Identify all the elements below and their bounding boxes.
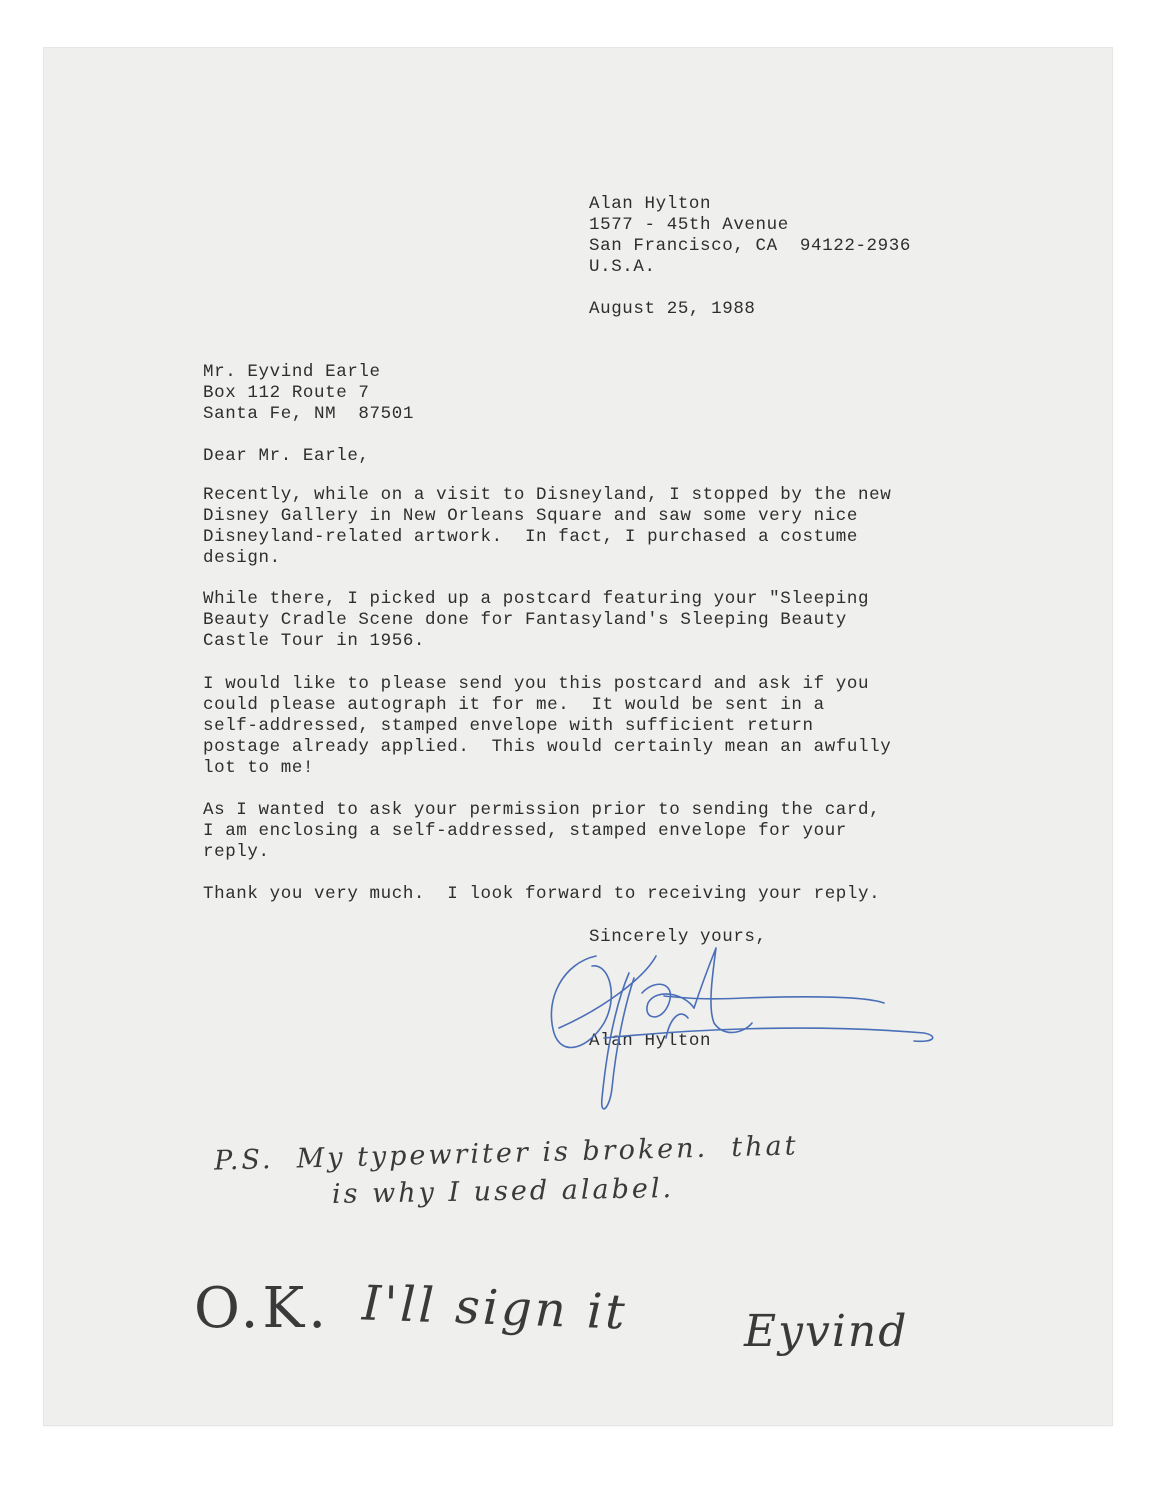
recipient-street: Box 112 Route 7 (203, 383, 370, 403)
reply-signature: Eyvind (744, 1306, 909, 1357)
signature-scribble (44, 48, 1112, 1425)
recipient-name: Mr. Eyvind Earle (203, 362, 381, 382)
letter-page (44, 48, 1112, 1425)
salutation: Dear Mr. Earle, (203, 446, 370, 466)
postscript-line-2: is why I used alabel. (331, 1173, 675, 1210)
sender-street: 1577 - 45th Avenue (589, 215, 789, 235)
letter-date: August 25, 1988 (589, 299, 756, 319)
sender-city: San Francisco, CA 94122-2936 (589, 236, 911, 256)
body-paragraph-1: Recently, while on a visit to Disneyland, I stopped by the new Disney Gallery in New Orleans Square and saw some very nice Disneyland-related artwork. In fact, I purchased a costume design. (203, 485, 892, 568)
body-paragraph-5: Thank you very much. I look forward to receiving your reply. (203, 884, 881, 904)
body-paragraph-4: As I wanted to ask your permission prior to sending the card, I am enclosing a self-addressed, stamped envelope for your reply. (203, 800, 881, 862)
closing: Sincerely yours, (589, 927, 767, 947)
body-paragraph-2: While there, I picked up a postcard featuring your "Sleeping Beauty Cradle Scene done for Fantasyland's Sleeping Beauty Castle Tour in 1956. (203, 589, 870, 651)
recipient-city: Santa Fe, NM 87501 (203, 404, 414, 424)
signer-name: Alan Hylton (589, 1031, 712, 1051)
reply-text: I'll sign it (361, 1275, 629, 1341)
reply-ok: O.K. (194, 1276, 331, 1341)
postscript-line-1: P.S. My typewriter is broken. that (213, 1130, 799, 1177)
body-paragraph-3: I would like to please send you this postcard and ask if you could please autograph it for me. It would be sent in a self-addressed, stamped envelope with sufficient return postage already applied. This would certainly mean an awfully lot to me! (203, 674, 892, 778)
sender-country: U.S.A. (589, 257, 656, 277)
sender-name: Alan Hylton (589, 194, 712, 214)
